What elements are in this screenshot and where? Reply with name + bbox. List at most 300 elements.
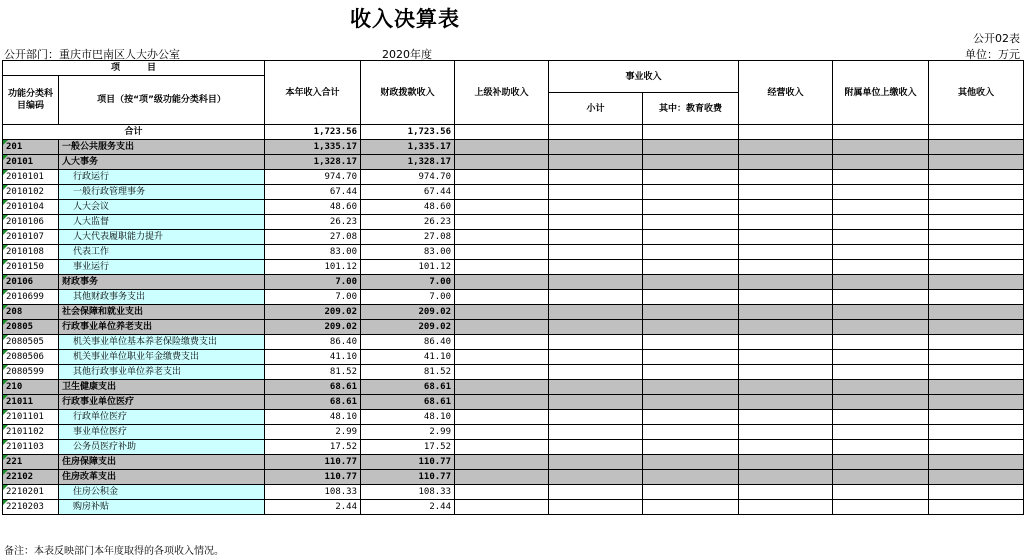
row-fiscal-appropriation: 7.00 bbox=[361, 275, 455, 290]
empty-cell bbox=[643, 455, 739, 470]
row-fiscal-appropriation: 86.40 bbox=[361, 335, 455, 350]
row-fiscal-appropriation: 110.77 bbox=[361, 470, 455, 485]
row-fiscal-appropriation: 48.60 bbox=[361, 200, 455, 215]
empty-cell bbox=[833, 125, 929, 140]
table-row bbox=[3, 425, 1024, 440]
table-row bbox=[3, 230, 1024, 245]
table-row bbox=[3, 200, 1024, 215]
empty-cell bbox=[833, 485, 929, 500]
header-education-fees: 其中：教育收费 bbox=[643, 93, 739, 125]
empty-cell bbox=[929, 380, 1024, 395]
total-income-cell: 1,723.56 bbox=[265, 125, 361, 140]
header-business-income: 事业收入 bbox=[549, 61, 739, 93]
row-total-income: 81.52 bbox=[265, 365, 361, 380]
row-name: 其他财政事务支出 bbox=[59, 290, 265, 305]
empty-cell bbox=[833, 320, 929, 335]
empty-cell bbox=[549, 410, 643, 425]
row-total-income: 974.70 bbox=[265, 170, 361, 185]
empty-cell bbox=[643, 275, 739, 290]
row-fiscal-appropriation: 209.02 bbox=[361, 305, 455, 320]
row-name: 住房公积金 bbox=[59, 485, 265, 500]
empty-cell bbox=[455, 485, 549, 500]
row-name: 机关事业单位基本养老保险缴费支出 bbox=[59, 335, 265, 350]
empty-cell bbox=[739, 410, 833, 425]
row-code: 2010107 bbox=[3, 230, 59, 245]
empty-cell bbox=[833, 155, 929, 170]
header-operating-income: 经营收入 bbox=[739, 61, 833, 125]
table-row bbox=[3, 260, 1024, 275]
row-code: 221 bbox=[3, 455, 59, 470]
empty-cell bbox=[455, 320, 549, 335]
row-total-income: 68.61 bbox=[265, 395, 361, 410]
row-fiscal-appropriation: 68.61 bbox=[361, 395, 455, 410]
empty-cell bbox=[549, 380, 643, 395]
table-row bbox=[3, 350, 1024, 365]
empty-cell bbox=[929, 365, 1024, 380]
empty-cell bbox=[455, 335, 549, 350]
row-fiscal-appropriation: 974.70 bbox=[361, 170, 455, 185]
row-total-income: 209.02 bbox=[265, 305, 361, 320]
table-row bbox=[3, 500, 1024, 515]
empty-cell bbox=[455, 440, 549, 455]
row-fiscal-appropriation: 67.44 bbox=[361, 185, 455, 200]
row-total-income: 110.77 bbox=[265, 470, 361, 485]
table-row bbox=[3, 290, 1024, 305]
row-name: 财政事务 bbox=[59, 275, 265, 290]
row-fiscal-appropriation: 101.12 bbox=[361, 260, 455, 275]
empty-cell bbox=[929, 425, 1024, 440]
empty-cell bbox=[739, 275, 833, 290]
row-code: 2010699 bbox=[3, 290, 59, 305]
empty-cell bbox=[549, 500, 643, 515]
revenue-table bbox=[2, 60, 1024, 515]
empty-cell bbox=[455, 275, 549, 290]
table-row bbox=[3, 215, 1024, 230]
row-code: 2101101 bbox=[3, 410, 59, 425]
empty-cell bbox=[739, 500, 833, 515]
row-total-income: 2.99 bbox=[265, 425, 361, 440]
empty-cell bbox=[549, 170, 643, 185]
row-total-income: 209.02 bbox=[265, 320, 361, 335]
row-fiscal-appropriation: 110.77 bbox=[361, 455, 455, 470]
empty-cell bbox=[929, 320, 1024, 335]
empty-cell bbox=[929, 155, 1024, 170]
row-fiscal-appropriation: 108.33 bbox=[361, 485, 455, 500]
empty-cell bbox=[739, 305, 833, 320]
empty-cell bbox=[833, 200, 929, 215]
row-total-income: 41.10 bbox=[265, 350, 361, 365]
table-row bbox=[3, 380, 1024, 395]
empty-cell bbox=[549, 305, 643, 320]
empty-cell bbox=[643, 350, 739, 365]
empty-cell bbox=[549, 320, 643, 335]
row-fiscal-appropriation: 2.44 bbox=[361, 500, 455, 515]
row-total-income: 7.00 bbox=[265, 275, 361, 290]
row-name: 其他行政事业单位养老支出 bbox=[59, 365, 265, 380]
empty-cell bbox=[929, 230, 1024, 245]
row-name: 人大会议 bbox=[59, 200, 265, 215]
row-code: 2080505 bbox=[3, 335, 59, 350]
row-code: 2010102 bbox=[3, 185, 59, 200]
empty-cell bbox=[455, 170, 549, 185]
empty-cell bbox=[643, 305, 739, 320]
empty-cell bbox=[739, 230, 833, 245]
empty-cell bbox=[455, 140, 549, 155]
empty-cell bbox=[643, 500, 739, 515]
empty-cell bbox=[549, 425, 643, 440]
header-item-group: 项 目 bbox=[3, 61, 265, 76]
row-total-income: 48.60 bbox=[265, 200, 361, 215]
row-fiscal-appropriation: 2.99 bbox=[361, 425, 455, 440]
empty-cell bbox=[455, 290, 549, 305]
header-fiscal-appropriation: 财政拨款收入 bbox=[361, 61, 455, 125]
row-fiscal-appropriation: 48.10 bbox=[361, 410, 455, 425]
empty-cell bbox=[549, 275, 643, 290]
table-body bbox=[3, 125, 1024, 515]
header-other-income: 其他收入 bbox=[929, 61, 1024, 125]
row-total-income: 67.44 bbox=[265, 185, 361, 200]
empty-cell bbox=[643, 260, 739, 275]
empty-cell bbox=[455, 410, 549, 425]
row-total-income: 86.40 bbox=[265, 335, 361, 350]
empty-cell bbox=[643, 140, 739, 155]
table-row bbox=[3, 365, 1024, 380]
row-code: 2010104 bbox=[3, 200, 59, 215]
row-total-income: 17.52 bbox=[265, 440, 361, 455]
empty-cell bbox=[833, 410, 929, 425]
row-code: 2010101 bbox=[3, 170, 59, 185]
empty-cell bbox=[929, 260, 1024, 275]
row-total-income: 110.77 bbox=[265, 455, 361, 470]
empty-cell bbox=[643, 395, 739, 410]
empty-cell bbox=[549, 260, 643, 275]
empty-cell bbox=[739, 335, 833, 350]
empty-cell bbox=[455, 365, 549, 380]
empty-cell bbox=[455, 305, 549, 320]
table-row bbox=[3, 440, 1024, 455]
empty-cell bbox=[549, 245, 643, 260]
row-name: 行政事业单位医疗 bbox=[59, 395, 265, 410]
total-fiscal-cell: 1,723.56 bbox=[361, 125, 455, 140]
row-fiscal-appropriation: 27.08 bbox=[361, 230, 455, 245]
empty-cell bbox=[739, 185, 833, 200]
row-code: 21011 bbox=[3, 395, 59, 410]
empty-cell bbox=[739, 260, 833, 275]
empty-cell bbox=[455, 215, 549, 230]
empty-cell bbox=[739, 125, 833, 140]
row-code: 2210201 bbox=[3, 485, 59, 500]
row-name: 住房保障支出 bbox=[59, 455, 265, 470]
empty-cell bbox=[455, 500, 549, 515]
empty-cell bbox=[929, 485, 1024, 500]
empty-cell bbox=[833, 215, 929, 230]
empty-cell bbox=[833, 455, 929, 470]
empty-cell bbox=[739, 200, 833, 215]
row-total-income: 27.08 bbox=[265, 230, 361, 245]
row-name: 人大监督 bbox=[59, 215, 265, 230]
empty-cell bbox=[739, 350, 833, 365]
table-row bbox=[3, 170, 1024, 185]
row-code: 20805 bbox=[3, 320, 59, 335]
empty-cell bbox=[643, 290, 739, 305]
unit-label: 单位：万元 bbox=[965, 48, 1020, 61]
empty-cell bbox=[549, 395, 643, 410]
empty-cell bbox=[739, 455, 833, 470]
empty-cell bbox=[833, 380, 929, 395]
empty-cell bbox=[929, 440, 1024, 455]
row-code: 2010106 bbox=[3, 215, 59, 230]
empty-cell bbox=[549, 155, 643, 170]
table-row bbox=[3, 320, 1024, 335]
row-name: 人大事务 bbox=[59, 155, 265, 170]
empty-cell bbox=[833, 170, 929, 185]
footnote: 备注：本表反映部门本年度取得的各项收入情况。 bbox=[4, 546, 224, 557]
row-code: 20106 bbox=[3, 275, 59, 290]
empty-cell bbox=[929, 395, 1024, 410]
row-fiscal-appropriation: 26.23 bbox=[361, 215, 455, 230]
empty-cell bbox=[739, 140, 833, 155]
empty-cell bbox=[455, 470, 549, 485]
table-row bbox=[3, 335, 1024, 350]
row-total-income: 1,335.17 bbox=[265, 140, 361, 155]
row-name: 卫生健康支出 bbox=[59, 380, 265, 395]
empty-cell bbox=[929, 170, 1024, 185]
empty-cell bbox=[455, 230, 549, 245]
row-name: 人大代表履职能力提升 bbox=[59, 230, 265, 245]
empty-cell bbox=[739, 245, 833, 260]
empty-cell bbox=[929, 455, 1024, 470]
empty-cell bbox=[739, 320, 833, 335]
empty-cell bbox=[833, 140, 929, 155]
empty-cell bbox=[549, 455, 643, 470]
row-code: 208 bbox=[3, 305, 59, 320]
empty-cell bbox=[455, 125, 549, 140]
empty-cell bbox=[833, 350, 929, 365]
total-row bbox=[3, 125, 1024, 140]
header-superior-subsidy: 上级补助收入 bbox=[455, 61, 549, 125]
empty-cell bbox=[643, 425, 739, 440]
header-total-income: 本年收入合计 bbox=[265, 61, 361, 125]
row-total-income: 108.33 bbox=[265, 485, 361, 500]
row-fiscal-appropriation: 1,328.17 bbox=[361, 155, 455, 170]
empty-cell bbox=[929, 200, 1024, 215]
empty-cell bbox=[739, 290, 833, 305]
empty-cell bbox=[549, 290, 643, 305]
row-code: 2010150 bbox=[3, 260, 59, 275]
row-code: 2101102 bbox=[3, 425, 59, 440]
empty-cell bbox=[455, 425, 549, 440]
empty-cell bbox=[549, 215, 643, 230]
row-fiscal-appropriation: 81.52 bbox=[361, 365, 455, 380]
empty-cell bbox=[643, 410, 739, 425]
table-row bbox=[3, 485, 1024, 500]
empty-cell bbox=[455, 185, 549, 200]
empty-cell bbox=[739, 365, 833, 380]
table-row bbox=[3, 140, 1024, 155]
row-code: 2080599 bbox=[3, 365, 59, 380]
empty-cell bbox=[643, 320, 739, 335]
table-row bbox=[3, 185, 1024, 200]
row-name: 代表工作 bbox=[59, 245, 265, 260]
header-code: 功能分类科目编码 bbox=[3, 76, 59, 125]
row-total-income: 48.10 bbox=[265, 410, 361, 425]
department-label: 公开部门：重庆市巴南区人大办公室 bbox=[4, 48, 180, 61]
empty-cell bbox=[549, 470, 643, 485]
table-row bbox=[3, 155, 1024, 170]
empty-cell bbox=[643, 380, 739, 395]
empty-cell bbox=[643, 230, 739, 245]
empty-cell bbox=[929, 470, 1024, 485]
empty-cell bbox=[739, 395, 833, 410]
empty-cell bbox=[455, 260, 549, 275]
row-name: 行政运行 bbox=[59, 170, 265, 185]
row-fiscal-appropriation: 1,335.17 bbox=[361, 140, 455, 155]
row-fiscal-appropriation: 7.00 bbox=[361, 290, 455, 305]
page-title: 收入决算表 bbox=[350, 7, 460, 31]
header-item-name: 项目（按“项”级功能分类科目） bbox=[59, 76, 265, 125]
empty-cell bbox=[929, 125, 1024, 140]
row-name: 社会保障和就业支出 bbox=[59, 305, 265, 320]
row-total-income: 26.23 bbox=[265, 215, 361, 230]
table-row bbox=[3, 275, 1024, 290]
empty-cell bbox=[739, 170, 833, 185]
empty-cell bbox=[929, 215, 1024, 230]
row-name: 事业单位医疗 bbox=[59, 425, 265, 440]
empty-cell bbox=[643, 155, 739, 170]
empty-cell bbox=[929, 410, 1024, 425]
table-row bbox=[3, 410, 1024, 425]
row-name: 一般行政管理事务 bbox=[59, 185, 265, 200]
empty-cell bbox=[549, 125, 643, 140]
table-row bbox=[3, 395, 1024, 410]
empty-cell bbox=[643, 440, 739, 455]
row-name: 行政事业单位养老支出 bbox=[59, 320, 265, 335]
empty-cell bbox=[833, 500, 929, 515]
empty-cell bbox=[929, 350, 1024, 365]
empty-cell bbox=[643, 470, 739, 485]
row-total-income: 2.44 bbox=[265, 500, 361, 515]
form-code: 公开02表 bbox=[973, 32, 1020, 45]
empty-cell bbox=[643, 335, 739, 350]
row-total-income: 7.00 bbox=[265, 290, 361, 305]
empty-cell bbox=[929, 185, 1024, 200]
empty-cell bbox=[643, 200, 739, 215]
empty-cell bbox=[455, 455, 549, 470]
row-total-income: 68.61 bbox=[265, 380, 361, 395]
row-name: 一般公共服务支出 bbox=[59, 140, 265, 155]
row-name: 事业运行 bbox=[59, 260, 265, 275]
row-fiscal-appropriation: 68.61 bbox=[361, 380, 455, 395]
empty-cell bbox=[739, 485, 833, 500]
row-fiscal-appropriation: 17.52 bbox=[361, 440, 455, 455]
empty-cell bbox=[833, 305, 929, 320]
table-row bbox=[3, 245, 1024, 260]
empty-cell bbox=[549, 350, 643, 365]
empty-cell bbox=[549, 440, 643, 455]
header-subtotal: 小计 bbox=[549, 93, 643, 125]
empty-cell bbox=[455, 200, 549, 215]
empty-cell bbox=[929, 290, 1024, 305]
empty-cell bbox=[833, 245, 929, 260]
row-name: 机关事业单位职业年金缴费支出 bbox=[59, 350, 265, 365]
empty-cell bbox=[929, 500, 1024, 515]
empty-cell bbox=[739, 470, 833, 485]
empty-cell bbox=[929, 305, 1024, 320]
empty-cell bbox=[643, 185, 739, 200]
row-code: 2101103 bbox=[3, 440, 59, 455]
empty-cell bbox=[833, 395, 929, 410]
empty-cell bbox=[455, 155, 549, 170]
empty-cell bbox=[549, 200, 643, 215]
empty-cell bbox=[739, 425, 833, 440]
empty-cell bbox=[549, 230, 643, 245]
empty-cell bbox=[833, 275, 929, 290]
table-row bbox=[3, 470, 1024, 485]
empty-cell bbox=[833, 365, 929, 380]
row-code: 2080506 bbox=[3, 350, 59, 365]
row-fiscal-appropriation: 209.02 bbox=[361, 320, 455, 335]
empty-cell bbox=[833, 230, 929, 245]
row-code: 2210203 bbox=[3, 500, 59, 515]
empty-cell bbox=[739, 215, 833, 230]
year-label: 2020年度 bbox=[382, 48, 432, 61]
empty-cell bbox=[929, 335, 1024, 350]
row-total-income: 101.12 bbox=[265, 260, 361, 275]
empty-cell bbox=[549, 365, 643, 380]
empty-cell bbox=[833, 425, 929, 440]
empty-cell bbox=[833, 470, 929, 485]
empty-cell bbox=[455, 350, 549, 365]
empty-cell bbox=[739, 440, 833, 455]
table-row bbox=[3, 455, 1024, 470]
row-name: 住房改革支出 bbox=[59, 470, 265, 485]
empty-cell bbox=[929, 245, 1024, 260]
empty-cell bbox=[739, 155, 833, 170]
empty-cell bbox=[929, 275, 1024, 290]
empty-cell bbox=[833, 440, 929, 455]
empty-cell bbox=[455, 380, 549, 395]
empty-cell bbox=[549, 485, 643, 500]
empty-cell bbox=[929, 140, 1024, 155]
row-fiscal-appropriation: 41.10 bbox=[361, 350, 455, 365]
empty-cell bbox=[549, 335, 643, 350]
empty-cell bbox=[739, 380, 833, 395]
row-code: 2010108 bbox=[3, 245, 59, 260]
empty-cell bbox=[643, 485, 739, 500]
empty-cell bbox=[833, 335, 929, 350]
row-name: 行政单位医疗 bbox=[59, 410, 265, 425]
empty-cell bbox=[833, 290, 929, 305]
empty-cell bbox=[643, 170, 739, 185]
empty-cell bbox=[833, 185, 929, 200]
table-row bbox=[3, 305, 1024, 320]
row-total-income: 83.00 bbox=[265, 245, 361, 260]
empty-cell bbox=[643, 125, 739, 140]
header-affiliated-income: 附属单位上缴收入 bbox=[833, 61, 929, 125]
row-code: 20101 bbox=[3, 155, 59, 170]
empty-cell bbox=[549, 185, 643, 200]
empty-cell bbox=[833, 260, 929, 275]
row-code: 201 bbox=[3, 140, 59, 155]
row-name: 公务员医疗补助 bbox=[59, 440, 265, 455]
row-name: 购房补贴 bbox=[59, 500, 265, 515]
row-fiscal-appropriation: 83.00 bbox=[361, 245, 455, 260]
row-total-income: 1,328.17 bbox=[265, 155, 361, 170]
row-code: 210 bbox=[3, 380, 59, 395]
empty-cell bbox=[455, 395, 549, 410]
row-code: 22102 bbox=[3, 470, 59, 485]
empty-cell bbox=[643, 215, 739, 230]
